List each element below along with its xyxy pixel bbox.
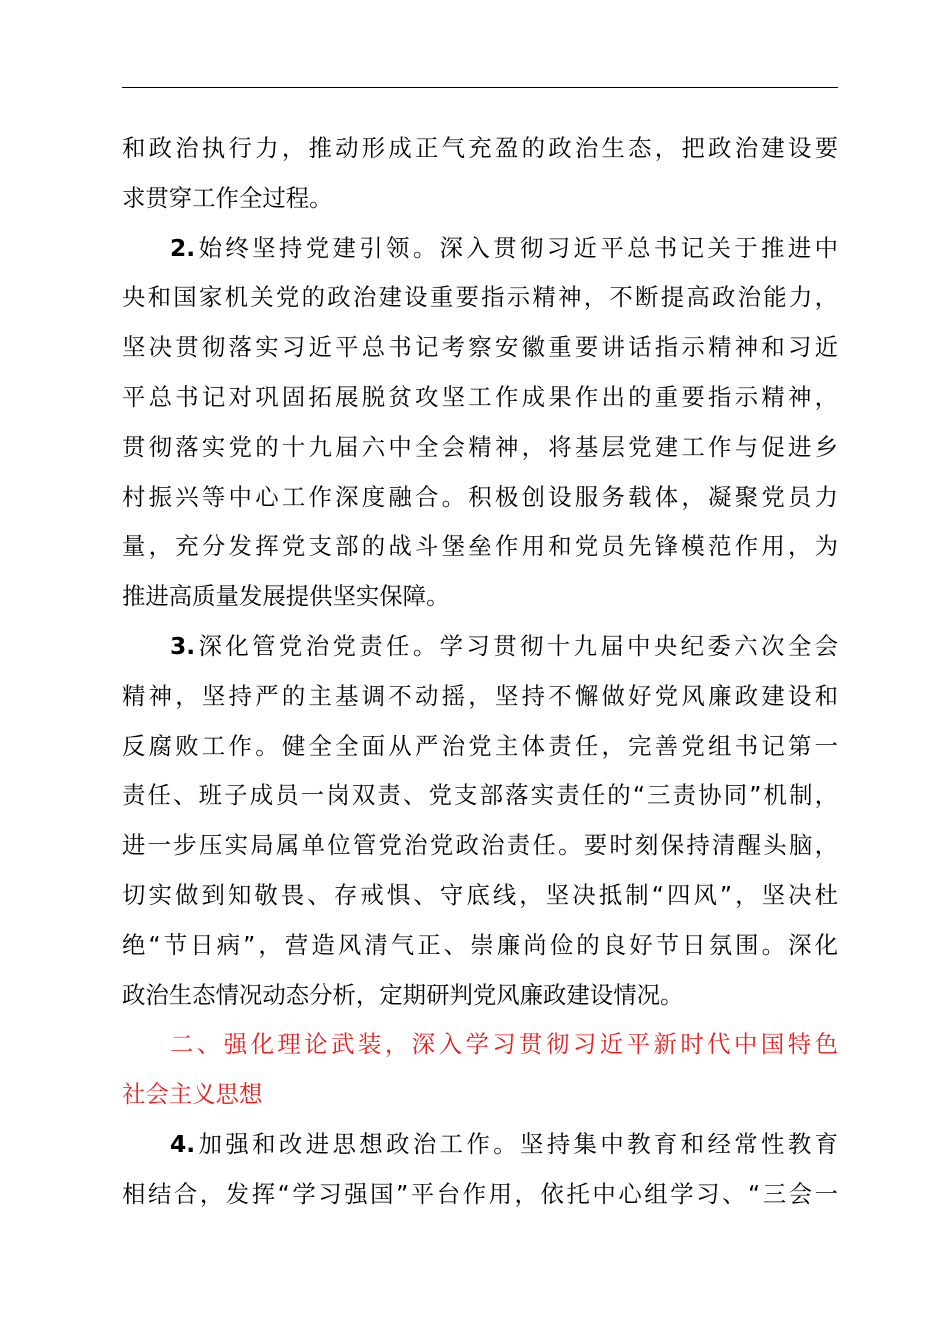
text-line: 进一步压实局属单位管党治党政治责任。要时刻保持清醒头脑， — [122, 831, 838, 860]
text-line: 相结合，发挥“学习强国”平台作用，依托中心组学习、“三会一 — [122, 1179, 838, 1208]
heading-line: 社会主义思想 — [122, 1080, 263, 1109]
paragraph-number: 2. — [170, 233, 196, 262]
text-line — [122, 224, 838, 274]
text-line: 和政治执行力，推动形成正气充盈的政治生态，把政治建设要 — [122, 134, 838, 162]
text-span: 加强和改进思想政治工作。坚持集中教育和经常性教育 — [195, 1129, 838, 1158]
paragraph-2 — [122, 224, 838, 622]
text-line: 贯彻落实党的十九届六中全会精神，将基层党建工作与促进乡 — [122, 432, 838, 461]
text-line: 央和国家机关党的政治建设重要指示精神，不断提高政治能力， — [122, 283, 838, 312]
text-line: 切实做到知敬畏、存戒惧、守底线，坚决抵制“四风”，坚决杜 — [122, 880, 838, 909]
text-line: 精神，坚持严的主基调不动摇，坚持不懈做好党风廉政建设和 — [122, 681, 838, 710]
text-line: 绝“节日病”，营造风清气正、崇廉尚俭的良好节日氛围。深化 — [122, 930, 838, 959]
text-line — [122, 1120, 838, 1170]
text-line: 求贯穿工作全过程。 — [122, 183, 333, 212]
text-line: 责任、班子成员一岗双责、党支部落实责任的“三责协同”机制， — [122, 781, 838, 810]
paragraph-continued — [122, 124, 838, 224]
text-span: 深化管党治党责任。学习贯彻十九届中央纪委六次全会 — [195, 631, 838, 660]
text-line — [122, 622, 838, 672]
paragraph-4 — [122, 1120, 838, 1220]
section-heading — [122, 1020, 838, 1120]
paragraph-number: 3. — [170, 631, 196, 660]
text-line: 平总书记对巩固拓展脱贫攻坚工作成果作出的重要指示精神， — [122, 382, 838, 411]
text-span: 始终坚持党建引领。深入贯彻习近平总书记关于推进中 — [195, 233, 838, 262]
paragraph-number: 4. — [170, 1129, 196, 1158]
text-line: 政治生态情况动态分析，定期研判党风廉政建设情况。 — [122, 980, 684, 1009]
document-body — [122, 124, 838, 1220]
paragraph-3 — [122, 622, 838, 1020]
text-line: 坚决贯彻落实习近平总书记考察安徽重要讲话指示精神和习近 — [122, 333, 838, 362]
text-line: 反腐败工作。健全全面从严治党主体责任，完善党组书记第一 — [122, 731, 838, 760]
header-rule — [122, 87, 838, 88]
heading-line: 二、强化理论武装，深入学习贯彻习近平新时代中国特色 — [170, 1030, 838, 1059]
text-line: 量，充分发挥党支部的战斗堡垒作用和党员先锋模范作用，为 — [122, 532, 838, 561]
text-line: 村振兴等中心工作深度融合。积极创设服务载体，凝聚党员力 — [122, 482, 838, 511]
text-line: 推进高质量发展提供坚实保障。 — [122, 582, 450, 611]
